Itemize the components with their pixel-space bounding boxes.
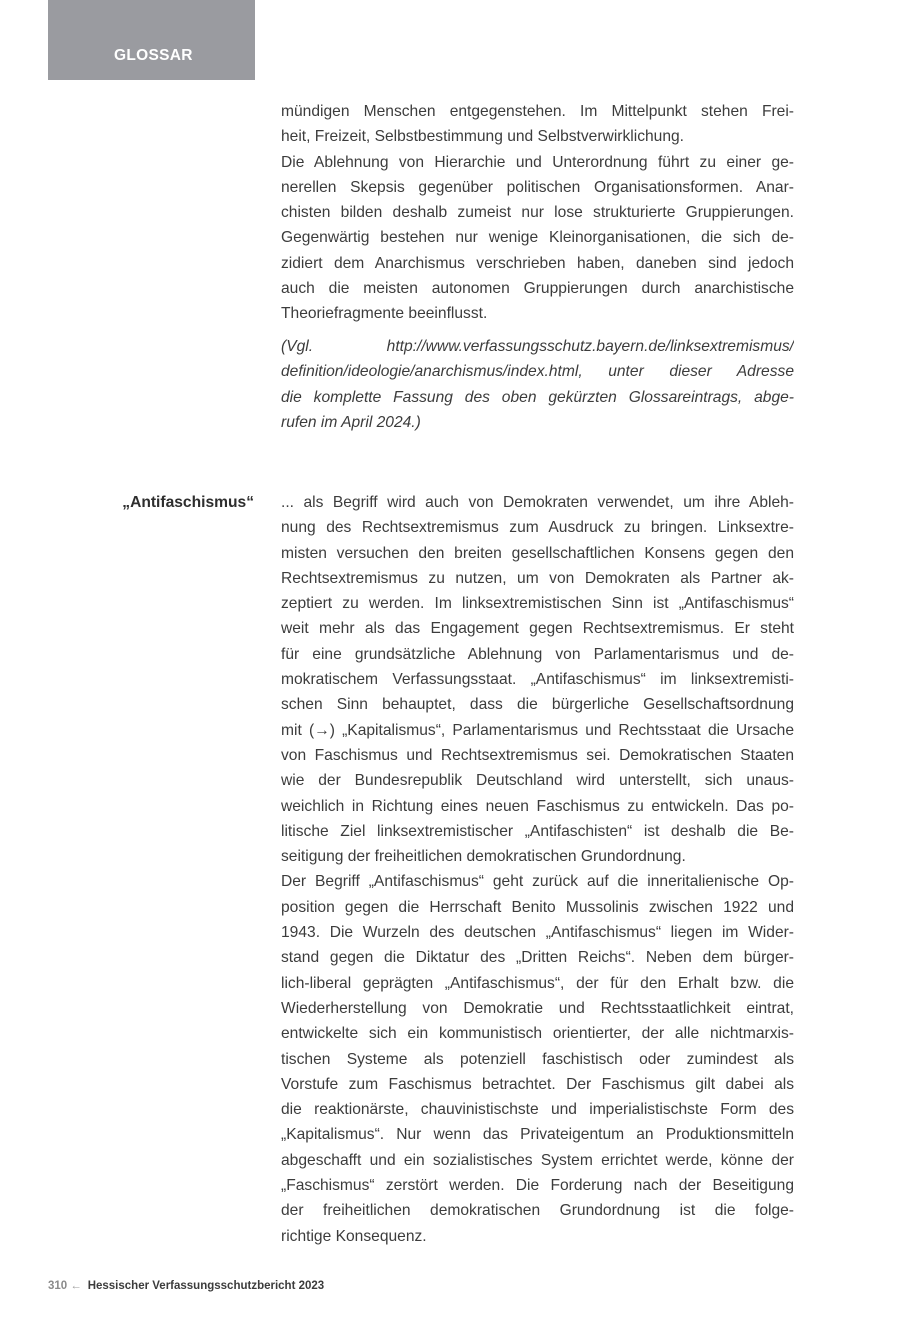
- text-line: seitigung der freiheitlichen demokratischen Grundordnung.: [281, 848, 686, 866]
- text-line: tischen Systeme als potenziell faschistisch oder zumindest als: [281, 1050, 794, 1068]
- text-line: auch die meisten autonomen Gruppierungen durch anarchistische: [281, 280, 794, 298]
- glossary-term-antifaschismus: „Antifaschismus“: [122, 494, 254, 511]
- text-line: für eine grundsätzliche Ablehnung von Parlamentarismus und de-: [281, 645, 794, 663]
- text-line: stand gegen die Diktatur des „Dritten Reichs“. Neben dem bürger-: [281, 949, 794, 967]
- text-line: mündigen Menschen entgegenstehen. Im Mittelpunkt stehen Frei-: [281, 103, 794, 120]
- text-line: Die Ablehnung von Hierarchie und Unterordnung führt zu einer ge-: [281, 153, 794, 171]
- text-line: die komplette Fassung des oben gekürzten Glossareintrags, abge-: [281, 388, 794, 406]
- text-line: Rechtsextremismus zu nutzen, um von Demokraten als Partner ak-: [281, 569, 794, 587]
- publication-title: Hessischer Verfassungsschutzbericht 2023: [87, 1280, 325, 1292]
- text-line: 1943. Die Wurzeln des deutschen „Antifaschismus“ liegen im Wider-: [281, 924, 794, 942]
- text-line: von Faschismus und Rechtsextremismus sei. Demokratischen Staaten: [281, 746, 794, 764]
- text-line: Vorstufe zum Faschismus betrachtet. Der Faschismus gilt dabei als: [281, 1075, 794, 1093]
- text-line: zidiert dem Anarchismus verschrieben haben, daneben sind jedoch: [281, 254, 794, 272]
- text-line: weichlich in Richtung eines neuen Faschismus zu entwickeln. Das po-: [281, 797, 794, 815]
- text-line: zeptiert zu werden. Im linksextremistischen Sinn ist „Antifaschismus“: [281, 595, 794, 613]
- section-tab: [48, 0, 255, 80]
- text-line: Theoriefragmente beeinflusst.: [281, 305, 488, 323]
- text-line: chisten bilden deshalb zumeist nur lose strukturierte Gruppierungen.: [281, 204, 794, 222]
- text-line: (Vgl. http://www.verfassungsschutz.bayern.de/linksextremismus/: [281, 338, 794, 355]
- text-line: richtige Konsequenz.: [281, 1227, 427, 1245]
- text-line: Der Begriff „Antifaschismus“ geht zurück auf die inneritalienische Op-: [281, 873, 794, 891]
- section-tab-label: GLOSSAR: [114, 47, 193, 64]
- text-line: abgeschafft und ein sozialistisches System errichtet werde, könne der: [281, 1151, 794, 1169]
- text-line: mit (→) „Kapitalismus“, Parlamentarismus und Rechtsstaat die Ursache: [281, 721, 794, 739]
- text-line: wie der Bundesrepublik Deutschland wird unterstellt, sich unaus-: [281, 772, 794, 790]
- page-footer: [48, 1278, 324, 1294]
- text-line: „Kapitalismus“. Nur wenn das Privateigentum an Produktionsmitteln: [281, 1126, 794, 1144]
- text-line: definition/ideologie/anarchismus/index.html, unter dieser Adresse: [281, 363, 794, 381]
- text-line: rufen im April 2024.): [281, 413, 421, 431]
- text-line: Wiederherstellung von Demokratie und Rechtsstaatlichkeit eintrat,: [281, 999, 794, 1017]
- text-line: heit, Freizeit, Selbstbestimmung und Selbstverwirklichung.: [281, 128, 685, 146]
- text-line: Gegenwärtig bestehen nur wenige Kleinorganisationen, die sich de-: [281, 229, 794, 247]
- glossary-entry-anarchismus-text: [281, 99, 794, 327]
- text-line: nung des Rechtsextremismus zum Ausdruck zu bringen. Linksextre-: [281, 519, 794, 537]
- page-number: 310: [48, 1280, 68, 1292]
- glossary-entry-anarchismus-source: [281, 334, 794, 435]
- text-line: misten versuchen den breiten gesellschaftlichen Konsens gegen den: [281, 544, 794, 562]
- text-line: weit mehr als das Engagement gegen Rechtsextremismus. Er steht: [281, 620, 794, 638]
- text-line: die reaktionärste, chauvinistischste und imperialistischste Form des: [281, 1101, 794, 1119]
- glossary-entry-antifaschismus-text: [281, 490, 794, 1249]
- text-line: „Faschismus“ zerstört werden. Die Forderung nach der Beseitigung: [281, 1177, 794, 1195]
- back-arrow-icon: ←: [70, 1280, 82, 1292]
- text-line: nerellen Skepsis gegenüber politischen Organisationsformen. Anar-: [281, 178, 794, 196]
- text-line: entwickelte sich ein kommunistisch orientierter, der alle nichtmarxis-: [281, 1025, 794, 1043]
- text-line: litische Ziel linksextremistischer „Antifaschisten“ ist deshalb die Be-: [281, 822, 794, 840]
- text-line: schen Sinn behauptet, dass die bürgerliche Gesellschaftsordnung: [281, 696, 794, 714]
- text-line: ... als Begriff wird auch von Demokraten verwendet, um ihre Ableh-: [281, 494, 794, 511]
- text-line: lich-liberal geprägten „Antifaschismus“, der für den Erhalt bzw. die: [281, 974, 794, 992]
- text-line: position gegen die Herrschaft Benito Mussolinis zwischen 1922 und: [281, 898, 794, 916]
- text-line: mokratischem Verfassungsstaat. „Antifaschismus“ im linksextremisti-: [281, 671, 794, 689]
- text-line: der freiheitlichen demokratischen Grundordnung ist die folge-: [281, 1202, 794, 1220]
